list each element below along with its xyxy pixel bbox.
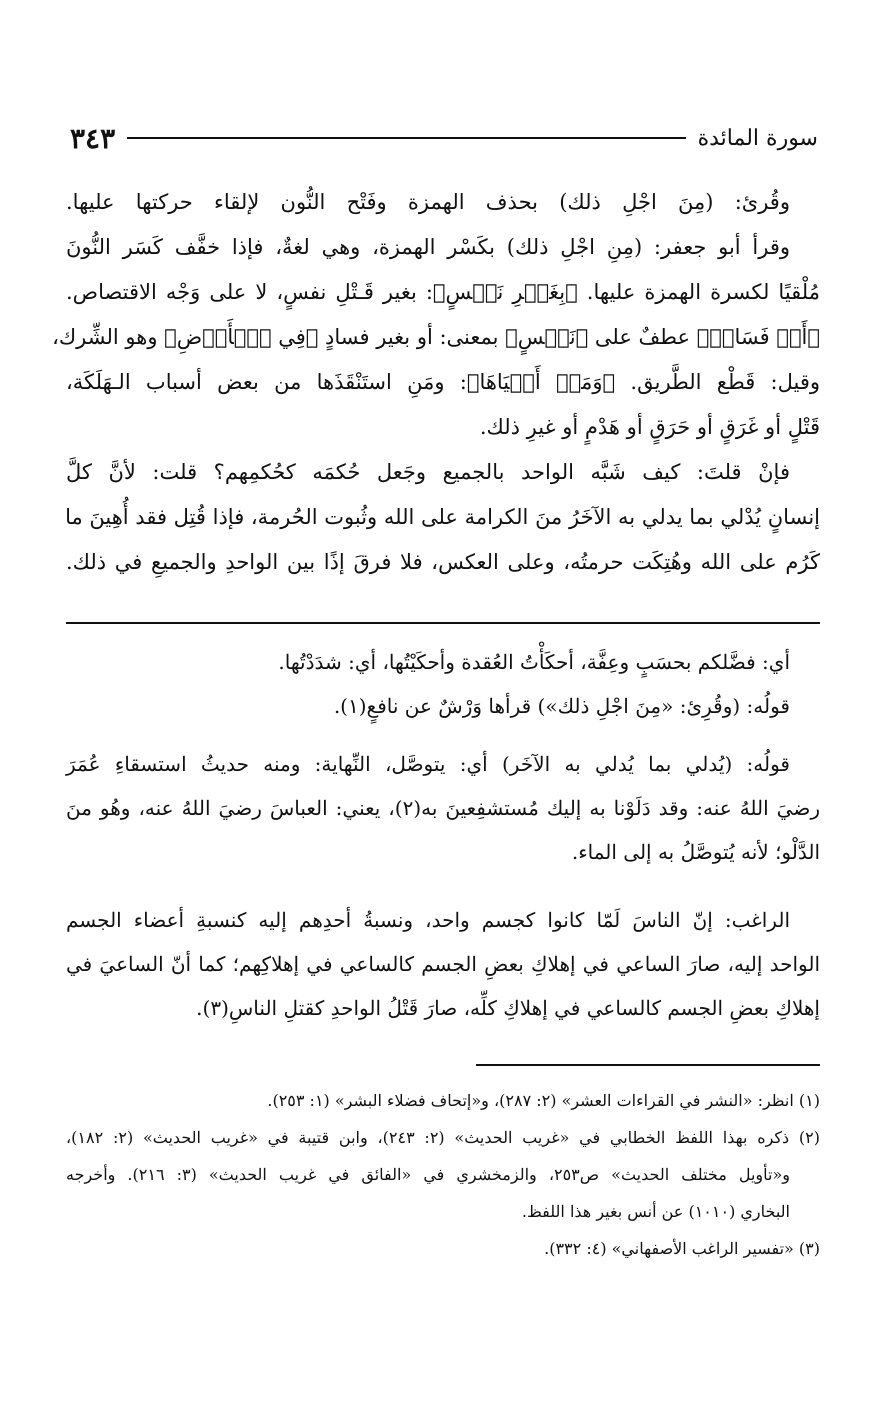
commentary-line: قولُه: (يُدلي بما يُدلي به الآخَر) أي: يتوصَّل، النِّهاية: ومنه حديثُ استسقاءِ عُمَرَ — [66, 752, 790, 776]
footnote-line: (٢) ذكره بهذا اللفظ الخطابي في «غريب الحديث» (٢: ٢٤٣)، وابن قتيبة في «غريب الحديث» (٢: ١٨٢)، — [66, 1128, 821, 1147]
footnote-line: و«تأويل مختلف الحديث» ص٢٥٣، والزمخشري في «الفائق في غريب الحديث» (٣: ٢١٦). وأخرجه — [66, 1165, 791, 1184]
main-line: مُلْقيًا لكسرة الهمزة عليها. ﴿بِغَيۡرِ نَفۡسٍ﴾: بغير قَـتْلِ نفسٍ، لا على وَجْه الاقتصاص. — [66, 280, 820, 304]
commentary-paragraph — [66, 898, 820, 1030]
main-line: وقرأ أبو جعفر: (مِنِ اجْلِ ذلك) بكَسْر الهمزة، وهي لغةٌ، فإذا خفَّف كَسَر النُّونَ — [66, 235, 790, 259]
commentary-line: إهلاكِ بعضِ الجسم كالساعي في إهلاكِ كلِّه، صارَ قَتْلُ الواحدِ كقتلِ الناسِ(٣). — [196, 996, 820, 1020]
footnote-line: (١) انظر: «النشر في القراءات العشر» (٢: ٢٨٧)، و«إتحاف فضلاء البشر» (١: ٢٥٣). — [267, 1091, 820, 1110]
footnote-line: (٣) «تفسير الراغب الأصفهاني» (٤: ٣٣٢). — [544, 1239, 820, 1258]
footnote-line: البخاري (١٠١٠) عن أنس بغير هذا اللفظ. — [521, 1202, 790, 1221]
main-line: إنسانٍ يُدْلي بما يدلي به الآخَرُ منَ الكرامة على الله وثُبوت الحُرمة، فإذا قُتِل فقد أُهِينَ ما — [65, 505, 820, 529]
commentary-line: الراغب: إنّ الناسَ لَمّا كانوا كجسم واحد، ونسبةُ أحدِهم إليه كنسبةِ أعضاء الجسم — [66, 908, 790, 932]
main-line: وقُرئ: (مِنَ اجْلِ ذلك) بحذف الهمزة وفَتْح النُّون لإلقاء حركتها عليها. — [66, 190, 790, 214]
surah-title: سورة المائدة — [697, 125, 818, 151]
main-line: كَرُم على الله وهُتِكَت حرمتُه، وعلى العكس، فلا فرقَ إذًا بين الواحدِ والجميعِ في ذلك. — [66, 550, 820, 574]
main-text — [52, 180, 820, 585]
commentary-line: الدَّلْو؛ لأنه يُتوصَّلُ به إلى الماء. — [571, 840, 820, 864]
main-line: ﴿أَوۡ فَسَادٖ﴾ عطفٌ على ﴿نَفۡسٍ﴾ بمعنى: أو بغير فسادٍ ﴿فِي ٱلۡأَرۡضِ﴾ وهو الشِّرك، — [52, 325, 820, 349]
main-line: فإنْ قلتَ: كيف شَبَّه الواحد بالجميع وجَعل حُكمَه كحُكمِهم؟ قلت: لأنَّ كلَّ — [66, 460, 790, 484]
footnote-rule — [476, 1064, 820, 1066]
section-divider — [66, 622, 820, 624]
main-line: وقيل: قَطْع الطَّريق. ﴿وَمَنۡ أَحۡيَاهَا﴾: ومَنِ استَنْقَذَها من بعض أسباب الـهَلَكَة، — [66, 370, 820, 394]
commentary-text — [66, 640, 820, 728]
main-line: قَتْلٍ أو غَرَقٍ أو حَرَقٍ أو هَدْمٍ أو غيرِ ذلك. — [479, 415, 820, 439]
commentary-line: رضيَ اللهُ عنه: وقد دَلَوْنا به إليك مُستشفِعينَ به(٢)، يعني: العباسَ رضيَ اللهُ عنه، وهُو منَ — [66, 796, 820, 820]
commentary-line: قولُه: (وقُرِئ: «مِنَ اجْلِ ذلك») قرأها وَرْشٌ عن نافعٍ(١). — [333, 694, 790, 718]
commentary-line: الواحد إليه، صارَ الساعي في إهلاكِ بعضِ الجسم كالساعي في إهلاكِهم؛ كما أنّ الساعيَ في — [66, 952, 820, 976]
footnotes — [66, 1082, 820, 1267]
commentary-line: أي: فضَّلكم بحسَبٍ وعِفَّة، أحكَأْتُ العُقدة وأحكَيْتُها، أي: شدَدْتُها. — [278, 650, 790, 674]
header-rule — [127, 137, 685, 139]
commentary-paragraph — [66, 742, 820, 874]
page-number: ٣٤٣ — [70, 121, 116, 155]
page-header — [70, 120, 818, 156]
